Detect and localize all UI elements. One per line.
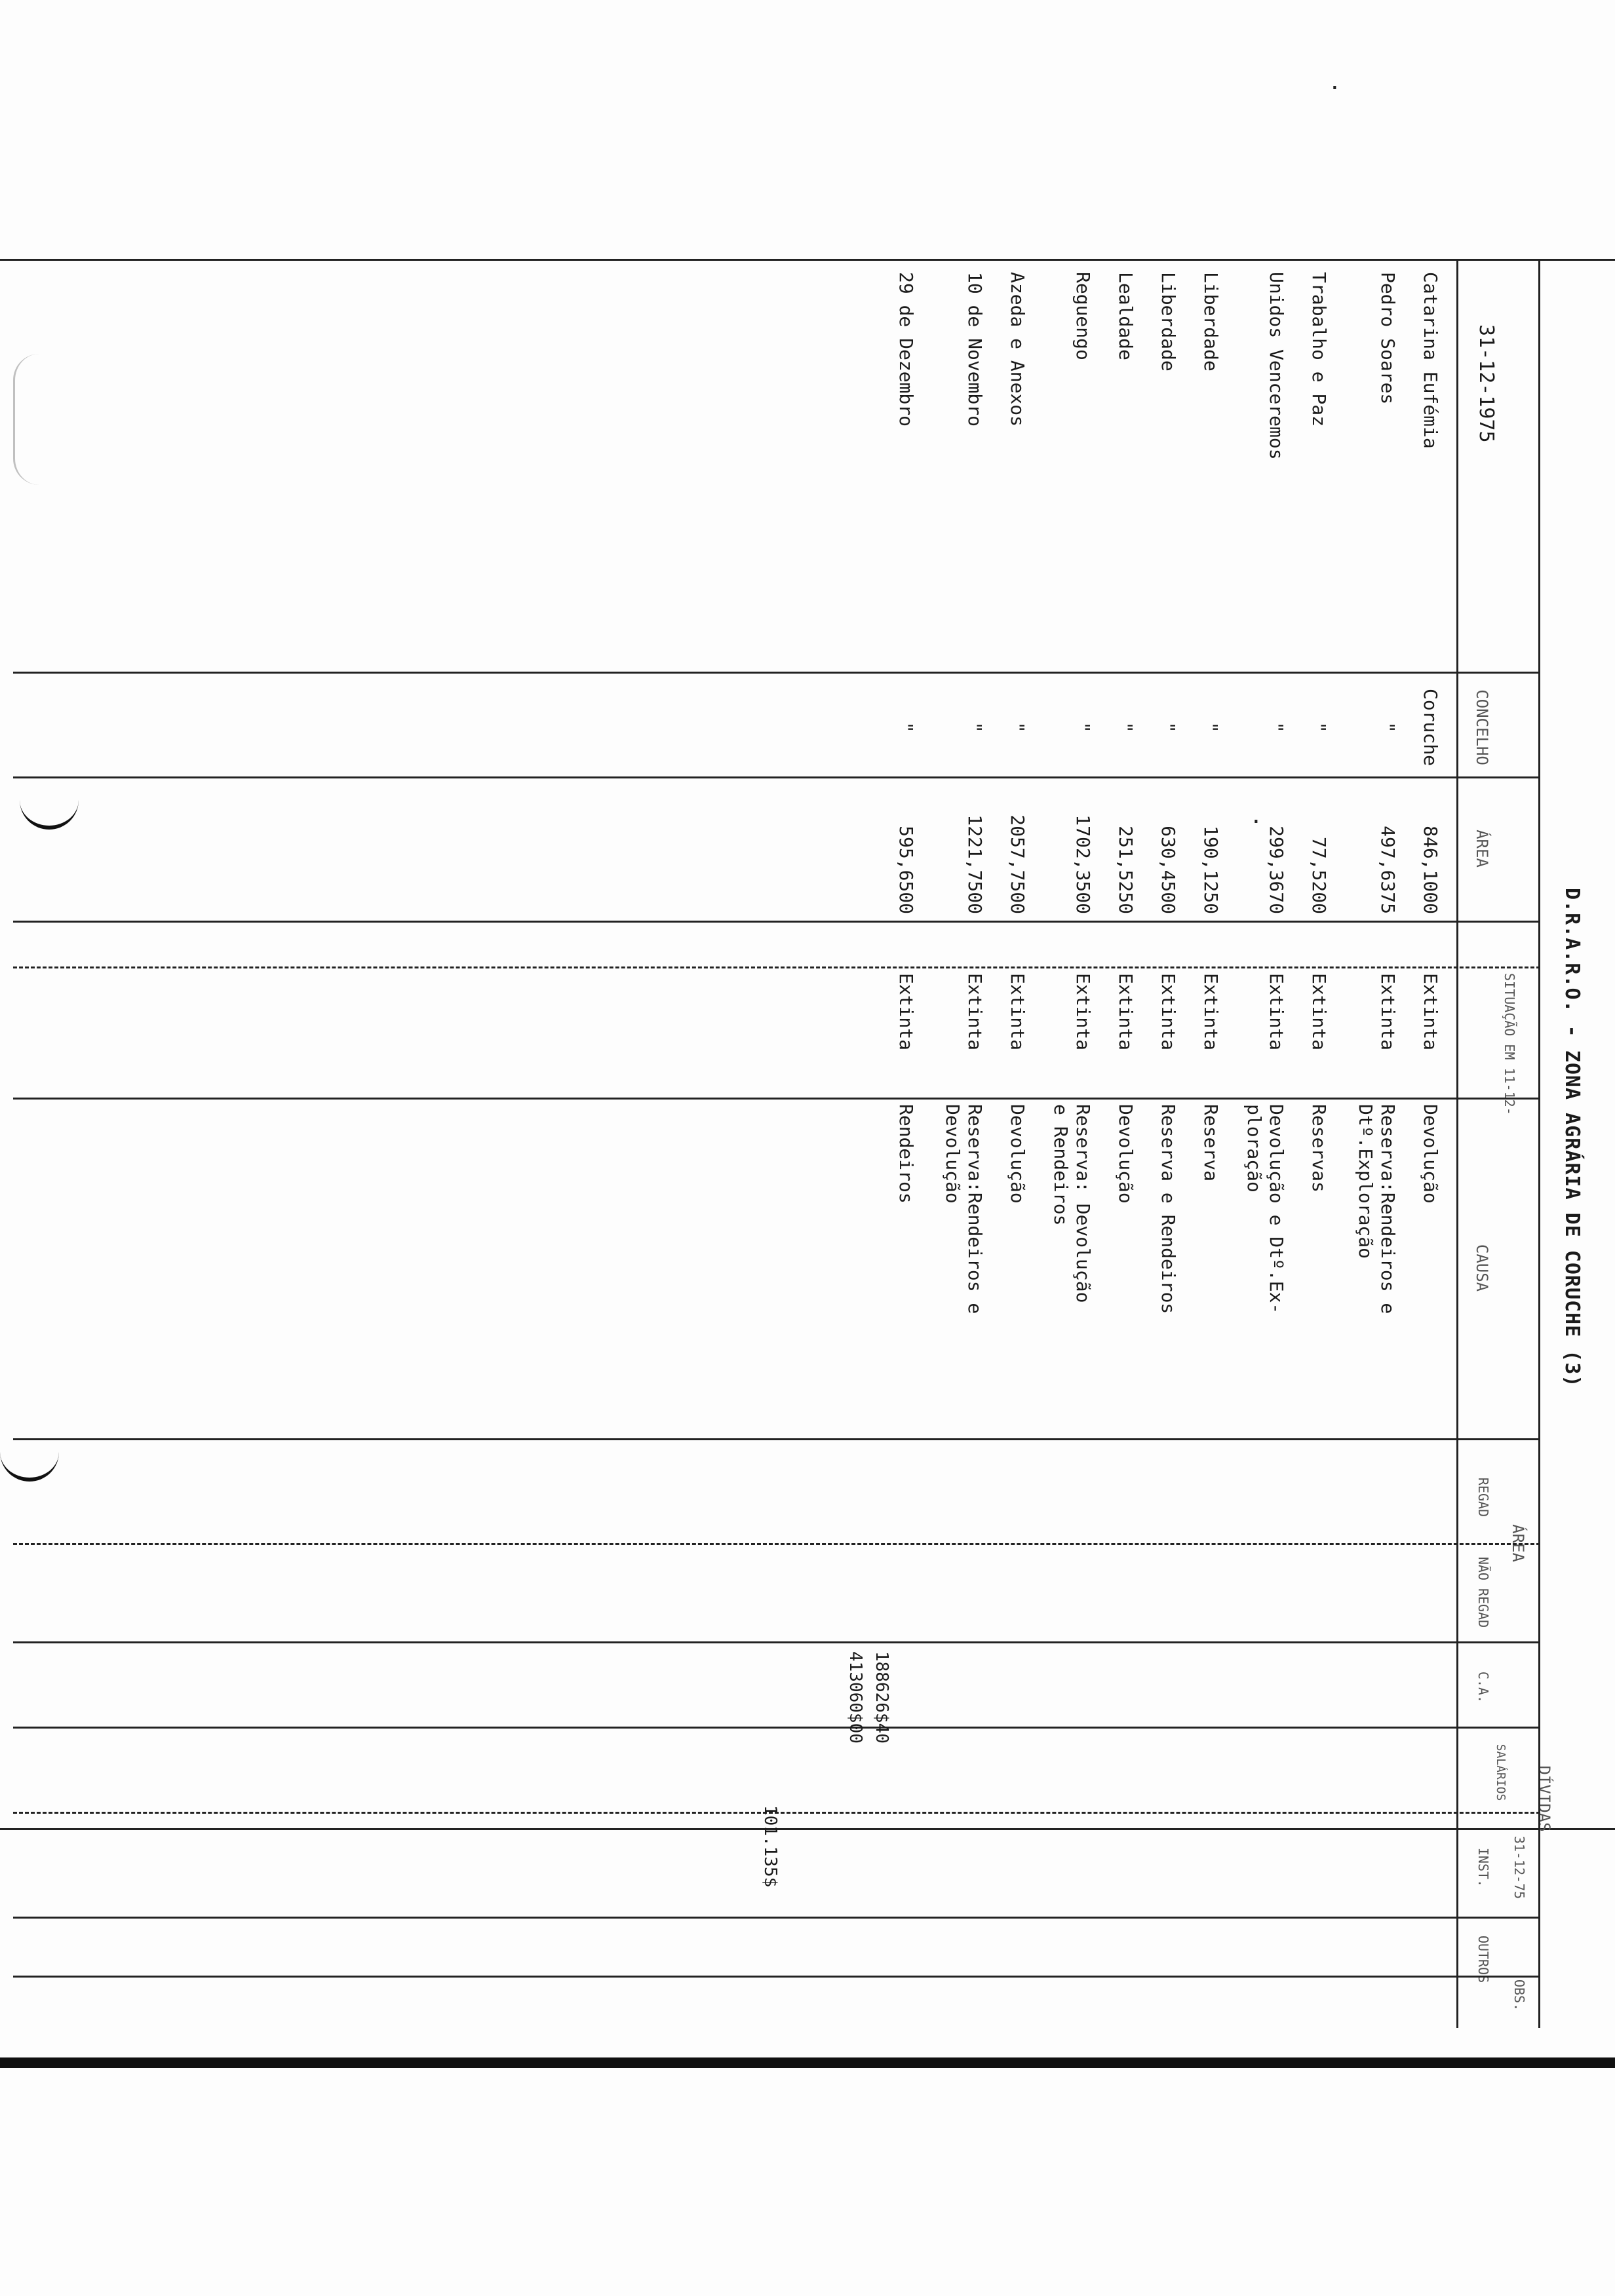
row-causa-line: Rendeiros [895,1104,917,1204]
row-causa-line: Reserva: Devolução [1072,1104,1094,1303]
row-causa-line: Devolução [1007,1104,1028,1204]
row-area: 77,5200 [1308,836,1330,914]
col-divider [13,966,1540,968]
row-situacao: Extinta [1266,973,1287,1051]
row-situacao: Extinta [1377,973,1399,1051]
row-name: Trabalho e Paz [1308,272,1330,427]
row-name: Pedro Soares [1377,272,1399,405]
pen-mark: . [1252,799,1260,830]
row-causa-line: e Rendeiros [1050,1104,1072,1226]
row-situacao: Extinta [1072,973,1094,1051]
row-situacao: Extinta [1420,973,1441,1051]
col-area: ÁREA [1473,830,1491,868]
row-situacao: Extinta [1308,973,1330,1051]
col-dividas-inst: INST. [1475,1847,1491,1888]
col-dividas-outros: OUTROS [1475,1935,1491,1983]
row-causa-line: ploração [1243,1104,1265,1193]
row-causa-line: Reserva [1200,1104,1222,1182]
row-concelho: " [1115,721,1137,733]
col-divider [13,1976,1540,1978]
col-divider [13,1641,1540,1643]
col-dividas-caixa: C.A. [1475,1671,1491,1704]
divida-salarios-1: 101.135$ [760,1805,780,1888]
row-name: Azeda e Anexos [1007,272,1028,427]
col-divider [13,1727,1540,1729]
col-dividas-data: 31-12-75 [1511,1835,1527,1900]
col-concelho: CONCELHO [1473,689,1491,765]
header-top-rule [1538,259,1540,2028]
row-area: 299,3670 [1266,826,1287,914]
col-divider [13,672,1540,674]
row-concelho: " [895,721,917,733]
row-causa-line: Devolução e Dtº.Ex- [1266,1104,1287,1314]
col-situacao: SITUAÇÃO EM 11-12- [1502,973,1517,1115]
row-name: 29 de Dezembro [895,272,917,427]
row-concelho: " [1200,721,1222,733]
bottom-rule [0,2057,1615,2068]
col-dividas-salarios: SALÁRIOS [1494,1744,1508,1801]
row-area: 2057,7500 [1007,814,1028,914]
row-name: Catarina Eufémia [1420,272,1441,449]
row-causa-line: Dtº.Exploração [1355,1104,1376,1259]
row-causa-line: Reservas [1308,1104,1330,1193]
row-situacao: Extinta [895,973,917,1051]
row-area: 846,1000 [1420,826,1441,914]
row-name: Liberdade [1200,272,1222,372]
col-obs: OBS. [1511,1979,1527,2012]
row-area: 630,4500 [1158,826,1179,914]
row-situacao: Extinta [1200,973,1222,1051]
row-concelho: " [1266,721,1287,733]
row-name: Liberdade [1158,272,1179,372]
row-area: 1221,7500 [964,814,986,914]
row-causa-line: Reserva:Rendeiros e [1377,1104,1399,1314]
document-title: D.R.A.R.O. - ZONA AGRÁRIA DE CORUCHE (3) [1561,888,1584,1388]
col-divider [13,776,1540,778]
row-situacao: Extinta [964,973,986,1051]
row-situacao: Extinta [1115,973,1137,1051]
row-situacao: Extinta [1007,973,1028,1051]
col-divider [13,921,1540,923]
row-name: 10 de Novembro [964,272,986,427]
row-concelho: " [1007,721,1028,733]
col-causa: CAUSA [1473,1244,1491,1292]
col-area-regad: REGAD [1475,1477,1491,1518]
row-concelho: " [1377,721,1399,733]
row-area: 1702,3500 [1072,814,1094,914]
row-concelho: " [1308,721,1330,733]
divida-caixa-2: 413060$00 [846,1651,865,1744]
row-causa-line: Devolução [1115,1104,1137,1204]
col-divider [13,1098,1540,1100]
col-area-nao-regad: NÃO REGAD [1475,1556,1491,1628]
row-area: 497,6375 [1377,826,1399,914]
col-divider [13,1917,1540,1919]
row-causa-line: Devolução [1420,1104,1441,1204]
row-concelho: " [1158,721,1179,733]
row-causa-line: Reserva:Rendeiros e [964,1104,986,1314]
col-divider [13,1438,1540,1440]
table-date: 31-12-1975 [1475,324,1498,443]
row-name: Unidos Venceremos [1266,272,1287,460]
row-name: Lealdade [1115,272,1137,360]
col-divider [13,1543,1540,1545]
row-concelho: Coruche [1420,688,1441,766]
row-causa-line: Reserva e Rendeiros [1158,1104,1179,1314]
row-concelho: " [964,721,986,733]
row-name: Reguengo [1072,272,1094,360]
pen-mark: . [1331,66,1339,96]
row-situacao: Extinta [1158,973,1179,1051]
row-causa-line: Devolução [942,1104,963,1204]
rotated-table-sheet [20,259,1584,2028]
row-area: 190,1250 [1200,826,1222,914]
row-area: 251,5250 [1115,826,1137,914]
header-bottom-rule [1456,259,1458,2028]
col-dividas-group: DÍVIDAS [1535,1765,1553,1832]
row-area: 595,6500 [895,826,917,914]
divida-caixa-1: 188626$40 [872,1651,891,1744]
row-concelho: " [1072,721,1094,733]
col-area-group: ÁREA [1509,1524,1527,1562]
